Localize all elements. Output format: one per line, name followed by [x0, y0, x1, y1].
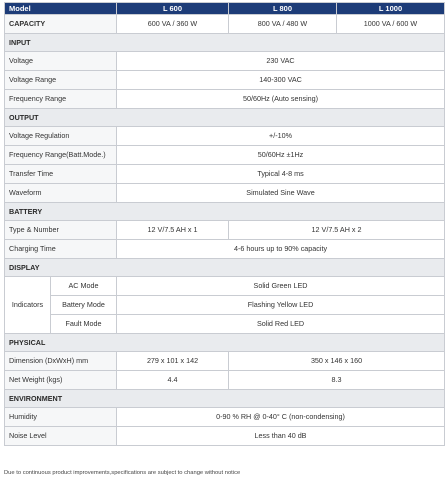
section-input-title: INPUT	[5, 34, 445, 52]
physical-net-weight-row	[5, 371, 445, 390]
input-voltage-range-label: Voltage Range	[5, 71, 117, 90]
capacity-label: CAPACITY	[5, 15, 117, 34]
input-frequency-range-value: 50/60Hz (Auto sensing)	[117, 90, 445, 109]
battery-type-label: Type & Number	[5, 221, 117, 240]
output-waveform-value: Simulated Sine Wave	[117, 184, 445, 203]
output-transfer-time-row	[5, 165, 445, 184]
display-ac-mode-label: AC Mode	[51, 277, 117, 296]
output-frequency-range-row	[5, 146, 445, 165]
environment-noise-level-value: Less than 40 dB	[117, 427, 445, 446]
battery-type-l800-l1000: 12 V/7.5 AH x 2	[229, 221, 445, 240]
display-battery-mode-value: Flashing Yellow LED	[117, 296, 445, 315]
environment-humidity-label: Humidity	[5, 408, 117, 427]
output-voltage-regulation-row	[5, 127, 445, 146]
section-input	[5, 34, 445, 52]
physical-net-weight-l600: 4.4	[117, 371, 229, 390]
input-voltage-range-row	[5, 71, 445, 90]
physical-net-weight-label: Net Weight (kgs)	[5, 371, 117, 390]
input-frequency-range-row	[5, 90, 445, 109]
battery-charging-time-label: Charging Time	[5, 240, 117, 259]
footnote: Due to continuous product improvements,specifications are subject to change without notice	[4, 470, 241, 476]
display-ac-mode-row	[5, 277, 445, 296]
input-voltage-value: 230 VAC	[117, 52, 445, 71]
output-waveform-row	[5, 184, 445, 203]
section-environment-title: ENVIRONMENT	[5, 390, 445, 408]
input-voltage-label: Voltage	[5, 52, 117, 71]
battery-type-l600: 12 V/7.5 AH x 1	[117, 221, 229, 240]
display-fault-mode-label: Fault Mode	[51, 315, 117, 334]
output-frequency-range-value: 50/60Hz ±1Hz	[117, 146, 445, 165]
input-frequency-range-label: Frequency Range	[5, 90, 117, 109]
output-transfer-time-value: Typical 4-8 ms	[117, 165, 445, 184]
section-physical-title: PHYSICAL	[5, 334, 445, 352]
physical-net-weight-l800-l1000: 8.3	[229, 371, 445, 390]
battery-charging-time-row	[5, 240, 445, 259]
display-fault-mode-value: Solid Red LED	[117, 315, 445, 334]
model-l1000-header: L 1000	[337, 3, 445, 15]
environment-humidity-value: 0-90 % RH @ 0-40° C (non-condensing)	[117, 408, 445, 427]
capacity-l600: 600 VA / 360 W	[117, 15, 229, 34]
section-display	[5, 259, 445, 277]
header-row	[5, 3, 445, 15]
environment-humidity-row	[5, 408, 445, 427]
input-voltage-range-value: 140-300 VAC	[117, 71, 445, 90]
input-voltage-row	[5, 52, 445, 71]
model-l600-header: L 600	[117, 3, 229, 15]
section-physical	[5, 334, 445, 352]
output-voltage-regulation-label: Voltage Regulation	[5, 127, 117, 146]
section-display-title: DISPLAY	[5, 259, 445, 277]
display-fault-mode-row	[5, 315, 445, 334]
battery-charging-time-value: 4-6 hours up to 90% capacity	[117, 240, 445, 259]
physical-dimension-l600: 279 x 101 x 142	[117, 352, 229, 371]
output-voltage-regulation-value: +/-10%	[117, 127, 445, 146]
environment-noise-level-label: Noise Level	[5, 427, 117, 446]
capacity-l800: 800 VA / 480 W	[229, 15, 337, 34]
display-battery-mode-label: Battery Mode	[51, 296, 117, 315]
section-output	[5, 109, 445, 127]
capacity-l1000: 1000 VA / 600 W	[337, 15, 445, 34]
display-battery-mode-row	[5, 296, 445, 315]
capacity-row	[5, 15, 445, 34]
physical-dimension-l800-l1000: 350 x 146 x 160	[229, 352, 445, 371]
physical-dimension-label: Dimension (DxWxH) mm	[5, 352, 117, 371]
model-l800-header: L 800	[229, 3, 337, 15]
battery-type-row	[5, 221, 445, 240]
output-waveform-label: Waveform	[5, 184, 117, 203]
section-battery	[5, 203, 445, 221]
output-frequency-range-label: Frequency Range(Batt.Mode.)	[5, 146, 117, 165]
display-ac-mode-value: Solid Green LED	[117, 277, 445, 296]
section-output-title: OUTPUT	[5, 109, 445, 127]
section-battery-title: BATTERY	[5, 203, 445, 221]
spec-table	[4, 2, 445, 446]
output-transfer-time-label: Transfer Time	[5, 165, 117, 184]
physical-dimension-row	[5, 352, 445, 371]
model-header: Model	[5, 3, 117, 15]
indicators-label: Indicators	[5, 277, 51, 334]
environment-noise-level-row	[5, 427, 445, 446]
section-environment	[5, 390, 445, 408]
